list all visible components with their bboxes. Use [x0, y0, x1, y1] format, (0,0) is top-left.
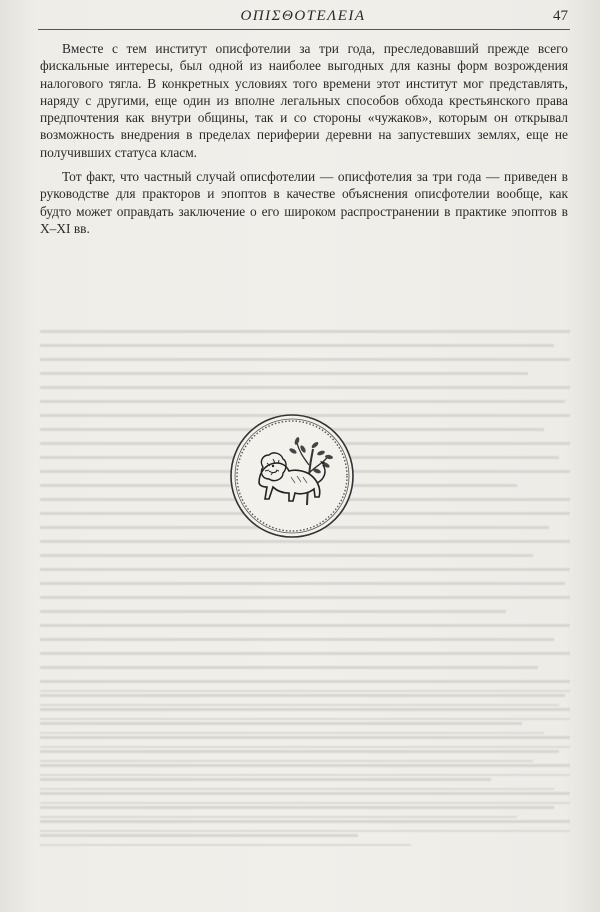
page-number: 47: [553, 8, 568, 24]
paragraph: Тот факт, что частный случай описфотелии — описфотелия за три года — приведен в руководстве для практоров и эпоптов в качестве объяснения описфотелии вообще, как будто может оправдать заключение о его широком распространении в практике эпоптов в X–XI вв.: [40, 169, 568, 236]
header-rule: [38, 29, 570, 30]
paragraph: Вместе с тем институт описфотелии за три года, преследовавший прежде всего фискальные интересы, был одной из наиболее выгодных для казны форм возрождения налогового тягла. В конкретных условиях того времени этот институт мог представлять, наряду с другими, еще один из вполне легальных способов обхода крестьянского права предпочтения как внутри общины, так и со стороны «чужаков», которым он открывал возможность внедрения в пределах периферии деревни на запустевших землях, еще не получивших статуса класм.: [40, 41, 568, 160]
lion-emblem-icon: [229, 413, 355, 539]
running-title: ΟΠΙΣΘΟΤΕΛΕΙΑ: [240, 8, 366, 24]
page-header: [38, 8, 568, 28]
bleed-through-notes: [40, 690, 570, 858]
body-text: [40, 40, 568, 237]
